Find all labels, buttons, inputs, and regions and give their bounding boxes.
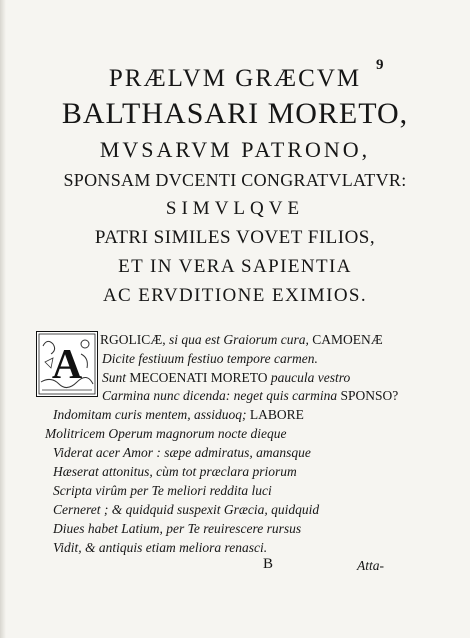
- poem-line-5: Indomitam curis mentem, assiduoq; LABORE: [53, 407, 304, 422]
- signature-mark: B: [263, 556, 274, 572]
- title-line-3: MVSARVM PATRONO,: [99, 137, 371, 162]
- title-line-8: AC ERVDITIONE EXIMIOS.: [102, 285, 368, 306]
- poem-line-3: Sunt MECOENATI MORETO paucula vestro: [102, 370, 351, 385]
- title-line-7: ET IN VERA SAPIENTIA: [118, 256, 352, 277]
- poem-line-7: Viderat acer Amor : sæpe admiratus, amansque: [53, 445, 311, 460]
- poem-line-8: Hæserat attonitus, cùm tot præclara priorum: [53, 464, 297, 479]
- poem-line-4: Carmina nunc dicenda: neget quis carmina SPONSO?: [102, 388, 399, 403]
- poem-line-10: Cerneret ; & quidquid suspexit Græcia, quidquid: [53, 502, 320, 517]
- poem-line-1: RGOLICÆ, si qua est Graiorum cura, CAMOENÆ: [100, 332, 383, 347]
- title-line-2: BALTHASARI MORETO,: [61, 97, 409, 130]
- poem-line-9: Scripta virûm per Te meliori reddita luci: [53, 483, 272, 498]
- poem-line-2: Dicite festiuum festiuo tempore carmen.: [102, 351, 318, 366]
- page-number: 9: [376, 57, 384, 73]
- catchword: Atta-: [357, 558, 384, 573]
- poem-line-12: Vidit, & antiquis etiam meliora renasci.: [53, 540, 268, 555]
- title-line-6: PATRI SIMILES VOVET FILIOS,: [94, 227, 376, 248]
- dropcap-letter: A: [51, 342, 83, 388]
- title-line-4: SPONSAM DVCENTI CONGRATVLATVR:: [63, 170, 407, 190]
- poem-line-11: Diues habet Latium, per Te reuirescere rursus: [53, 521, 302, 536]
- title-line-1: PRÆLVM GRÆCVM: [108, 65, 362, 92]
- title-line-5: SIMVLQVE: [165, 198, 305, 219]
- poem-line-6: Molitricem Operum magnorum nocte dieque: [45, 426, 287, 441]
